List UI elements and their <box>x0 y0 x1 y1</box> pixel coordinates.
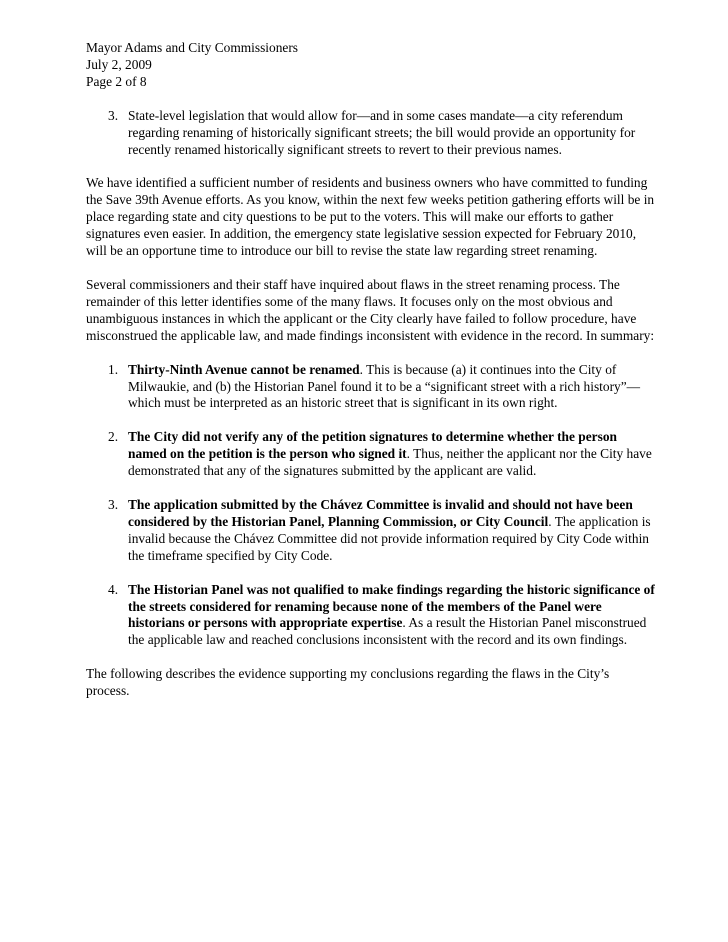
list-item-number: 3. <box>108 497 119 513</box>
paragraph-flaws-intro: Several commissioners and their staff have inquired about flaws in the street renaming process. The remainder of this letter identifies some of the many flaws. It focuses only on the most obvious and unambiguous instances in which the applicant or the City clearly have failed to follow procedure, have misconstrued the applicable law, and made findings inconsistent with evidence in the record. In summary: <box>86 276 655 343</box>
summary-item-heading: The City did not verify any of the petition signatures to determine whether the person named on the petition is the person who signed it <box>128 429 617 462</box>
header-recipient: Mayor Adams and City Commissioners <box>86 40 299 55</box>
summary-item-1 <box>86 362 656 413</box>
summary-item-4 <box>86 582 656 650</box>
summary-item-heading: Thirty-Ninth Avenue cannot be renamed <box>128 361 360 377</box>
letter-body <box>86 40 656 700</box>
list-item-text: State-level legislation that would allow for—and in some cases mandate—a city referendum regarding renaming of historically significant streets; the bill would provide an opportunity for recently renamed historically significant streets to revert to their previous names. <box>128 107 636 157</box>
paragraph-funding: We have identified a sufficient number of residents and business owners who have committed to funding the Save 39th Avenue efforts. As you know, within the next few weeks petition gathering efforts will be in place regarding state and city questions to be put to the voters. This will make our efforts to gather signatures even easier. In addition, the emergency state legislative session expected for February 2010, will be an opportune time to introduce our bill to revise the state law regarding street renaming. <box>86 175 655 259</box>
paragraph-closing: The following describes the evidence supporting my conclusions regarding the flaws in the City’s process. <box>86 666 610 699</box>
header-date: July 2, 2009 <box>86 56 152 72</box>
summary-item-text: . Thus, neither the applicant nor the City have demonstrated that any of the signatures submitted by the applicant are valid. <box>128 446 652 479</box>
summary-item-heading: The application submitted by the Chávez Committee is invalid and should not have been considered by the Historian Panel, Planning Commission, or City Council <box>128 497 633 529</box>
summary-item-2 <box>86 429 656 480</box>
summary-item-text: . As a result the Historian Panel misconstrued the applicable law and reached conclusions inconsistent with the record and its own findings. <box>128 615 647 648</box>
letter-header <box>86 40 656 91</box>
header-page-number: Page 2 of 8 <box>86 73 147 89</box>
list-item-number: 3. <box>108 107 119 123</box>
list-item <box>86 108 656 159</box>
list-item-number: 1. <box>108 361 119 377</box>
summary-item-3 <box>86 497 656 565</box>
summary-item-text: . The application is invalid because the Chávez Committee did not provide information required by City Code within the timeframe specified by City Code. <box>128 513 651 563</box>
summary-item-heading: The Historian Panel was not qualified to make findings regarding the historic significance of the streets considered for renaming because none of the members of the Panel were historians or persons with appropriate expertise <box>128 581 655 631</box>
summary-list <box>86 362 656 650</box>
intro-list <box>86 108 656 159</box>
list-item-number: 4. <box>108 581 119 597</box>
list-item-number: 2. <box>108 429 119 445</box>
summary-item-text: . This is because (a) it continues into the City of Milwaukie, and (b) the Historian Panel found it to be a “significant street with a rich history”—which must be interpreted as an historic street that is significant in its own right. <box>128 361 641 411</box>
